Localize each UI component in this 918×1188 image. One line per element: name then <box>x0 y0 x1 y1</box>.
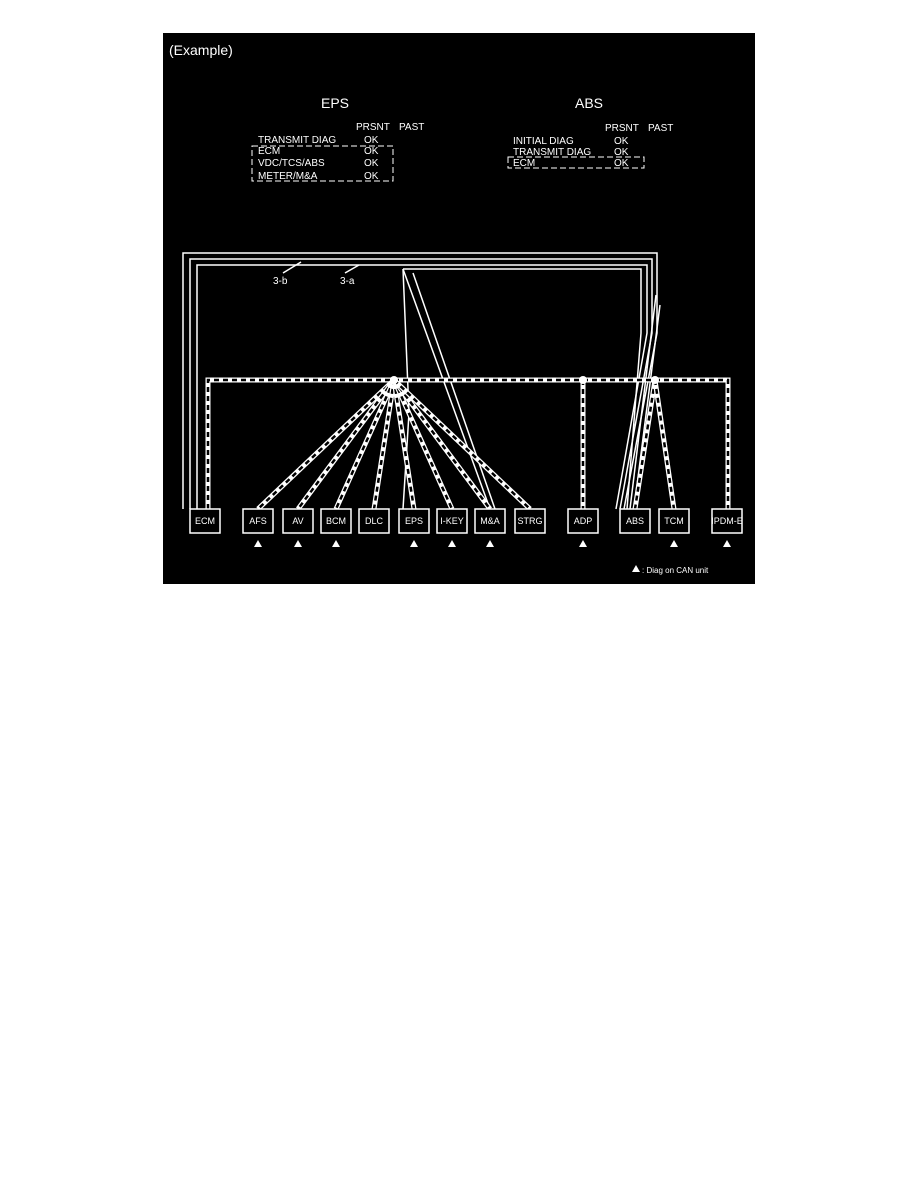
wire-ecm-abs <box>197 265 647 509</box>
eps-row-name: TRANSMIT DIAG <box>258 135 337 146</box>
wire-label-leader <box>283 262 301 273</box>
unit-box-ma <box>475 509 505 533</box>
eps-row-present: OK <box>364 171 379 182</box>
unit-label: ADP <box>573 516 593 526</box>
wire-eps-ma <box>403 269 490 509</box>
abs-row-present: OK <box>614 158 629 169</box>
triangle-icon <box>723 540 731 547</box>
unit-label: EPS <box>404 516 424 526</box>
unit-box-ipdm-e <box>711 509 743 533</box>
triangle-icon <box>670 540 678 547</box>
unit-label: ECM <box>195 516 215 526</box>
triangle-icon <box>579 540 587 547</box>
unit-label: DLC <box>364 516 384 526</box>
eps-col-present: PRSNT <box>356 122 390 133</box>
unit-box-i-key <box>437 509 467 533</box>
wire-eps-abs <box>403 269 641 509</box>
unit-box-abs <box>620 509 650 533</box>
unit-label: M&A <box>480 516 500 526</box>
triangle-icon <box>254 540 262 547</box>
unit-label: TCM <box>664 516 684 526</box>
unit-label: STRG <box>517 516 543 526</box>
unit-label: AFS <box>249 516 267 526</box>
abs-row-present: OK <box>614 136 629 147</box>
abs-row-name: TRANSMIT DIAG <box>513 147 592 158</box>
abs-col-past: PAST <box>648 123 674 134</box>
unit-box-bcm <box>321 509 351 533</box>
abs-col-present: PRSNT <box>605 123 639 134</box>
triangle-icon <box>632 565 640 572</box>
eps-row-present: OK <box>364 146 379 157</box>
diagram-title: (Example) <box>169 42 233 58</box>
wire-eps-ma <box>413 273 495 509</box>
abs-panel <box>508 95 673 169</box>
unit-box-av <box>283 509 313 533</box>
eps-row-name: VDC/TCS/ABS <box>258 158 325 169</box>
triangle-icon <box>486 540 494 547</box>
triangle-icon <box>410 540 418 547</box>
wire-label-3a: 3-a <box>340 276 355 287</box>
eps-panel <box>252 95 424 182</box>
unit-label: I-KEY <box>440 516 464 526</box>
unit-box-adp <box>568 509 598 533</box>
can-junction <box>390 376 398 384</box>
triangle-icon <box>332 540 340 547</box>
unit-box-strg <box>515 509 545 533</box>
unit-box-eps <box>399 509 429 533</box>
unit-box-dlc <box>359 509 389 533</box>
unit-label: IPDM-E <box>711 516 743 526</box>
unit-label: AV <box>292 516 304 526</box>
can-junction <box>651 376 659 384</box>
diag-markers <box>254 540 731 547</box>
unit-box-afs <box>243 509 273 533</box>
unit-label: ABS <box>625 516 645 526</box>
triangle-icon <box>448 540 456 547</box>
can-junction <box>579 376 587 384</box>
eps-heading: EPS <box>320 95 350 111</box>
unit-box-tcm <box>659 509 689 533</box>
abs-row-name: ECM <box>513 158 536 169</box>
legend <box>632 565 709 575</box>
eps-row-name: METER/M&A <box>258 171 318 182</box>
abs-row-name: INITIAL DIAG <box>513 136 574 147</box>
can-bus <box>208 376 728 509</box>
eps-row-name: ECM <box>258 146 281 157</box>
eps-col-past: PAST <box>399 122 425 133</box>
eps-row-present: OK <box>364 158 379 169</box>
unit-box-ecm <box>190 509 220 533</box>
abs-row-present: OK <box>614 147 629 158</box>
unit-row <box>190 509 743 533</box>
wire-label-3b: 3-b <box>273 276 288 287</box>
eps-row-present: OK <box>364 135 379 146</box>
can-drop-line <box>655 380 674 509</box>
legend-text: : Diag on CAN unit <box>642 566 709 575</box>
wire-label-leader <box>345 265 359 273</box>
can-diagnosis-diagram <box>163 33 755 584</box>
unit-label: BCM <box>326 516 346 526</box>
triangle-icon <box>294 540 302 547</box>
abs-heading: ABS <box>574 95 604 111</box>
